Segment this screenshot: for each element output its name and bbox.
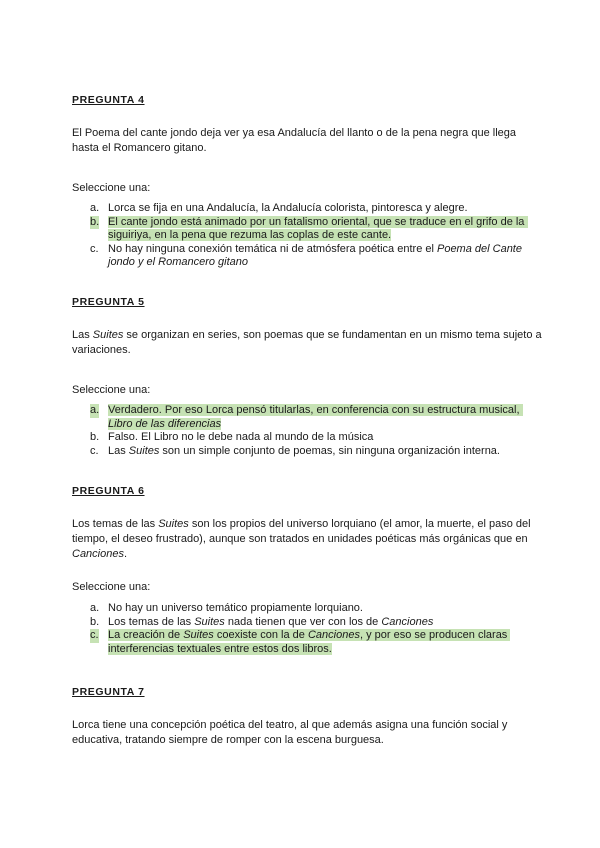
question-statement <box>72 328 545 358</box>
select-prompt: Seleccione una: <box>72 384 151 396</box>
option-marker: a. <box>90 602 100 614</box>
option-text: , y por eso se producen claras interferencias textuales entre estos dos libros. <box>108 629 511 655</box>
option-marker: c. <box>90 444 99 457</box>
statement-italic: Suites <box>92 329 124 341</box>
option-text: Los temas de las <box>108 615 195 628</box>
option-marker: b. <box>90 615 100 628</box>
option-c[interactable] <box>72 445 542 459</box>
option-a-selected[interactable] <box>72 404 542 431</box>
statement-part: son los propios del universo lorquiano (el amor, la muerte, el paso del tiempo, el deseo frustrado), aunque son tratados en unidades poéticas más orgánicas que en <box>72 518 534 545</box>
question-heading: PREGUNTA 6 <box>72 485 145 497</box>
select-prompt: Seleccione una: <box>72 581 151 593</box>
option-marker: a. <box>90 202 100 214</box>
question-statement: El Poema del cante jondo deja ver ya esa Andalucía del llanto o de la pena negra que llega hasta el Romancero gitano. <box>72 127 516 154</box>
option-marker: a. <box>90 404 100 416</box>
options-list <box>72 602 542 656</box>
option-text-italic: Canciones <box>381 615 434 628</box>
question-7 <box>72 686 542 748</box>
option-text: coexiste con la de <box>213 629 308 641</box>
option-text: El cante jondo está animado por un fatalismo oriental, que se traduce en el grifo de la siguiriya, en la pena que rezuma las coplas de este cante. <box>108 215 528 241</box>
question-heading: PREGUNTA 5 <box>72 296 145 308</box>
option-text: Lorca se fija en una Andalucía, la Andalucía colorista, pintoresca y alegre. <box>108 202 468 214</box>
options-list <box>72 404 542 458</box>
statement-italic: Canciones <box>72 548 124 560</box>
options-list <box>72 202 542 270</box>
select-prompt: Seleccione una: <box>72 182 151 194</box>
option-text-italic: Poema del Cante jondo y el Romancero gitano <box>108 242 526 268</box>
option-text-italic: Suites <box>183 629 214 641</box>
option-text: Verdadero. Por eso Lorca pensó titularlas, en conferencia con su estructura musical, <box>108 404 523 416</box>
statement-italic: Suites <box>158 518 189 530</box>
option-text: Falso. El Libro no le debe nada al mundo de la música <box>108 431 374 443</box>
option-text-italic: Libro de las diferencias <box>108 417 222 430</box>
option-text: No hay un universo temático propiamente lorquiano. <box>108 602 363 614</box>
option-text: No hay ninguna conexión temática ni de atmósfera poética entre el <box>108 242 437 255</box>
option-c-selected[interactable] <box>72 629 542 656</box>
option-text-italic: Canciones <box>307 629 360 641</box>
question-6 <box>72 485 542 656</box>
option-b-selected[interactable] <box>72 216 542 243</box>
option-text-italic: Suites <box>194 615 225 628</box>
question-5 <box>72 296 545 458</box>
question-heading: PREGUNTA 4 <box>72 94 145 106</box>
option-b[interactable] <box>72 431 542 445</box>
option-a[interactable] <box>72 602 542 616</box>
option-marker: c. <box>90 629 99 641</box>
option-a[interactable] <box>72 202 542 216</box>
option-text: Las <box>108 444 129 457</box>
option-marker: b. <box>90 215 100 228</box>
option-marker: b. <box>90 431 100 443</box>
question-heading: PREGUNTA 7 <box>72 686 145 698</box>
question-statement <box>72 517 542 562</box>
option-text-italic: Suites <box>128 444 160 457</box>
statement-part: . <box>123 548 128 560</box>
question-statement: Lorca tiene una concepción poética del teatro, al que además asigna una función social y educativa, tratando siempre de romper con la escena burguesa. <box>72 719 508 746</box>
option-text: son un simple conjunto de poemas, sin ninguna organización interna. <box>159 444 500 457</box>
statement-part: se organizan en series, son poemas que se fundamentan en un mismo tema sujeto a variaciones. <box>72 329 545 356</box>
statement-part: Los temas de las <box>72 518 159 530</box>
question-4 <box>72 94 542 270</box>
option-marker: c. <box>90 242 99 255</box>
option-c[interactable] <box>72 243 542 270</box>
option-text: La creación de <box>108 629 184 641</box>
option-text: nada tienen que ver con los de <box>224 615 382 628</box>
statement-part: Las <box>72 329 93 341</box>
option-b[interactable] <box>72 616 542 630</box>
